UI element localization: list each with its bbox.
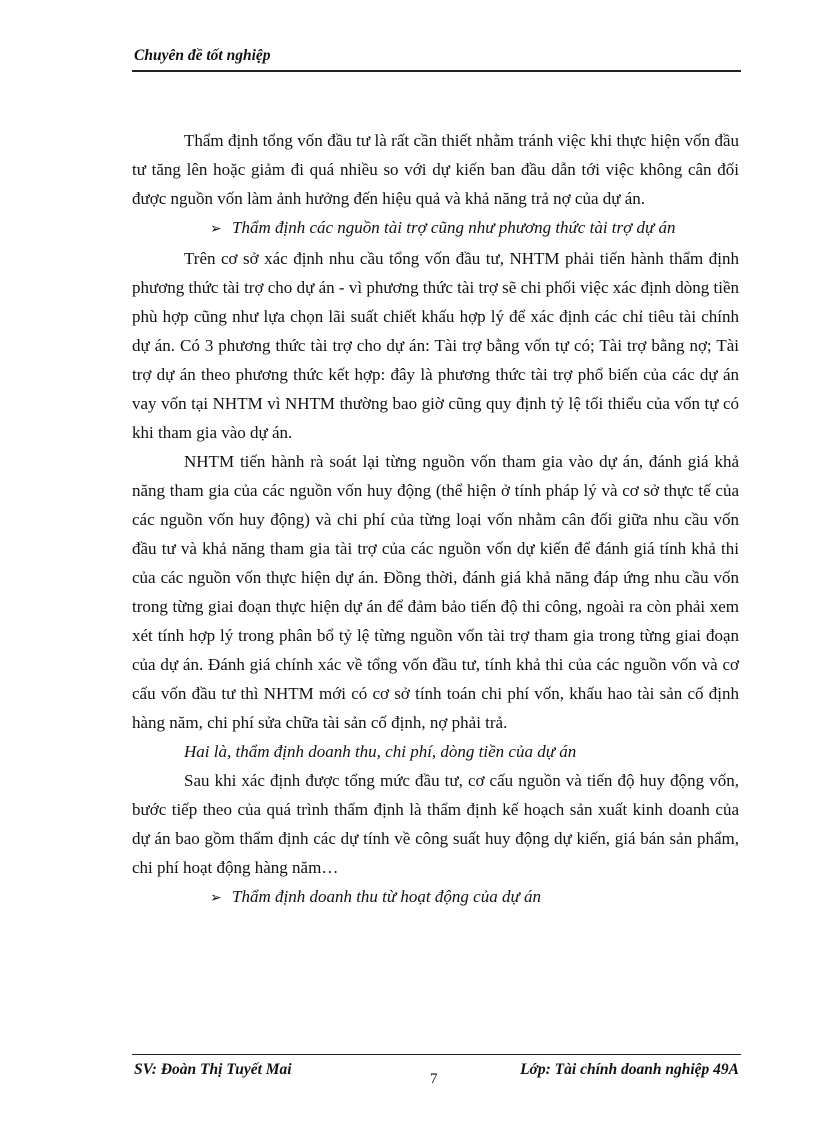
paragraph-review-sources: NHTM tiến hành rà soát lại từng nguồn vốn tham gia vào dự án, đánh giá khả năng tham gia của các nguồn vốn huy động (thể hiện ở tính pháp lý và cơ sở thực tế của các nguồn vốn huy động) và chi phí của từng loại vốn nhằm cân đối giữa nhu cầu vốn đầu tư và khả năng tham gia tài trợ của các nguồn vốn dự kiến để đánh giá tính khả thi của các nguồn vốn thực hiện dự án. Đồng thời, đánh giá khả năng đáp ứng nhu cầu vốn trong từng giai đoạn thực hiện dự án để đảm bảo tiến độ thi công, ngoài ra còn phải xem xét tính hợp lý trong phân bổ tỷ lệ từng nguồn vốn tài trợ tham gia trong từng giai đoạn của dự án. Đánh giá chính xác về tổng vốn đầu tư, tính khả thi của các nguồn vốn và cơ cấu vốn đầu tư thì NHTM mới có cơ sở tính toán chi phí vốn, khấu hao tài sản cố định hàng năm, chi phí sửa chữa tài sản cố định, nợ phải trả. xyxy=(132,452,739,732)
bullet-funding-sources-text: Thẩm định các nguồn tài trợ cũng như phương thức tài trợ dự án xyxy=(232,218,676,237)
bullet-revenue xyxy=(132,882,739,913)
paragraph-business-plan: Sau khi xác định được tổng mức đầu tư, cơ cấu nguồn và tiến độ huy động vốn, bước tiếp theo của quá trình thẩm định là thẩm định kế hoạch sản xuất kinh doanh của dự án bao gồm thẩm định các dự tính về công suất huy động dự kiến, giá bán sản phẩm, chi phí hoạt động hàng năm… xyxy=(132,771,739,877)
paragraph-total-capital: Thẩm định tổng vốn đầu tư là rất cần thiết nhằm tránh việc khi thực hiện vốn đầu tư tăng lên hoặc giảm đi quá nhiều so với dự kiến ban đầu dẫn tới việc không cân đối được nguồn vốn làm ảnh hưởng đến hiệu quả và khả năng trả nợ của dự án. xyxy=(132,131,739,208)
subheading-revenue-costs: Hai là, thẩm định doanh thu, chi phí, dòng tiền của dự án xyxy=(184,742,577,761)
footer-class: Lớp: Tài chính doanh nghiệp 49A xyxy=(520,1061,739,1078)
bullet-revenue-text: Thẩm định doanh thu từ hoạt động của dự án xyxy=(232,887,541,906)
page-footer xyxy=(132,1054,741,1095)
page-header xyxy=(132,44,741,72)
paragraph-funding-methods: Trên cơ sở xác định nhu cầu tổng vốn đầu tư, NHTM phải tiến hành thẩm định phương thức tài trợ cho dự án - vì phương thức tài trợ sẽ chi phối việc xác định dòng tiền phù hợp cũng như lựa chọn lãi suất chiết khấu hợp lý để xác định các chỉ tiêu tài chính dự án. Có 3 phương thức tài trợ cho dự án: Tài trợ bằng vốn tự có; Tài trợ bằng nợ; Tài trợ dự án theo phương thức kết hợp: đây là phương thức tài trợ phổ biến của các dự án vay vốn tại NHTM vì NHTM thường bao giờ cũng quy định tỷ lệ tối thiểu của vốn tự có khi tham gia vào dự án. xyxy=(132,249,739,442)
header-title: Chuyên đề tốt nghiệp xyxy=(134,47,271,64)
page-number: 7 xyxy=(430,1071,438,1087)
arrow-bullet-icon: ➢ xyxy=(210,890,222,906)
footer-student-name: SV: Đoàn Thị Tuyết Mai xyxy=(134,1061,292,1078)
bullet-funding-sources xyxy=(132,213,739,244)
arrow-bullet-icon: ➢ xyxy=(210,221,222,237)
page-body xyxy=(132,126,739,913)
